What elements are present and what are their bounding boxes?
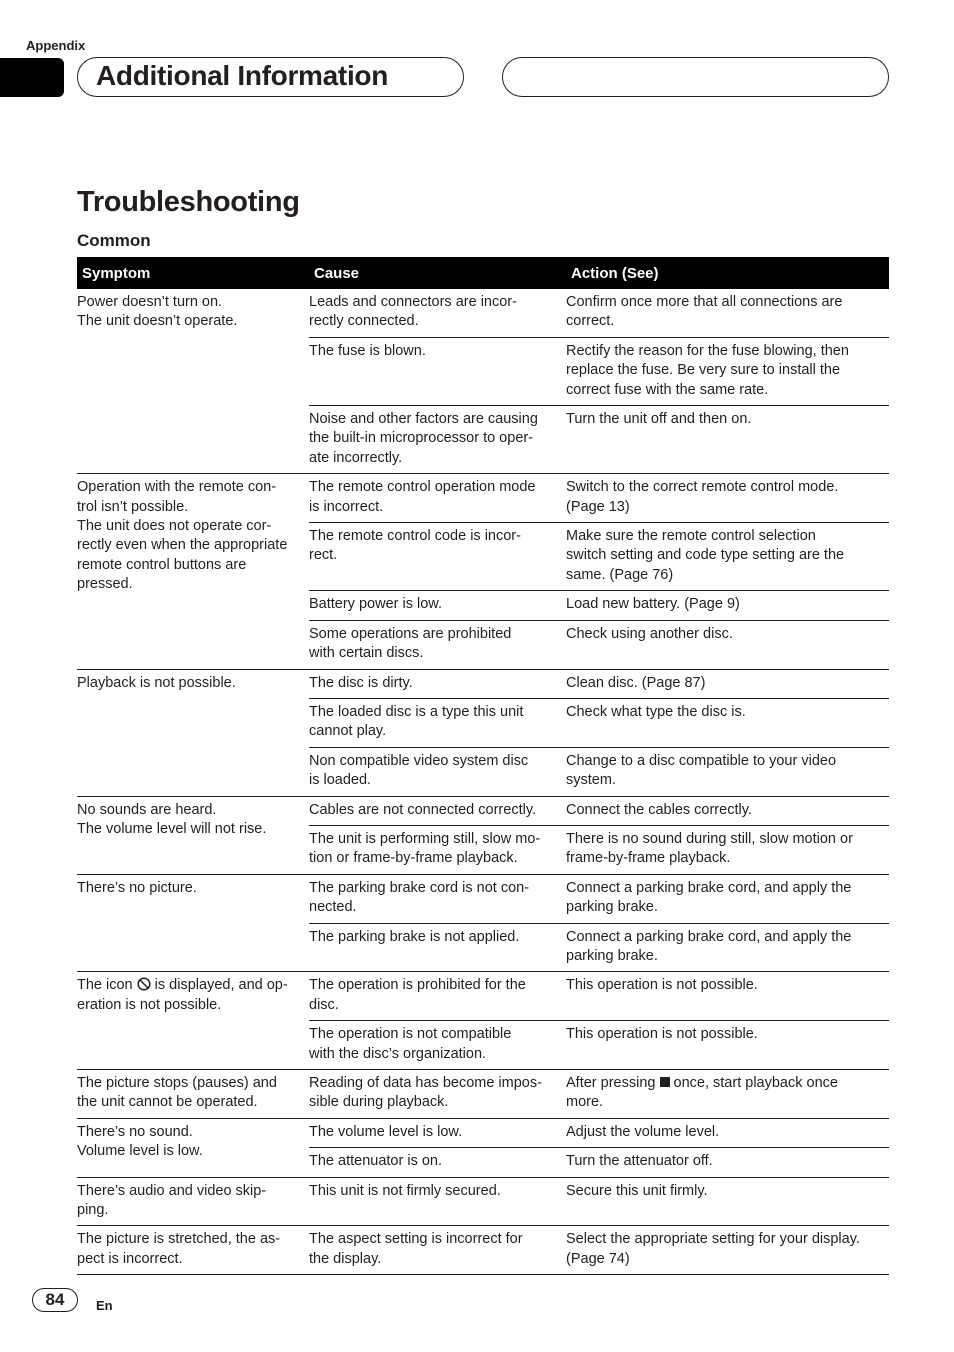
action-text: After pressing: [566, 1075, 660, 1091]
table-row: [77, 669, 889, 698]
cause-cell: The parking brake cord is not con- nected.: [309, 874, 566, 923]
table-row: [77, 1226, 889, 1275]
action-cell: This operation is not possible.: [566, 1021, 889, 1070]
table-row: [77, 874, 889, 923]
table-row: [77, 1118, 889, 1147]
cause-cell: The remote control code is incor- rect.: [309, 523, 566, 591]
table-body: [77, 289, 889, 1275]
table-row: [77, 796, 889, 825]
cause-cell: The loaded disc is a type this unit cannot play.: [309, 698, 566, 747]
cause-cell: The operation is not compatible with the disc’s organization.: [309, 1021, 566, 1070]
cause-cell: Some operations are prohibited with certain discs.: [309, 620, 566, 669]
action-cell: Rectify the reason for the fuse blowing, then replace the fuse. Be very sure to install the correct fuse with the same rate.: [566, 337, 889, 405]
symptom-cell: There’s audio and video skip- ping.: [77, 1177, 309, 1226]
action-cell: Turn the unit off and then on.: [566, 406, 889, 474]
symptom-text: The icon: [77, 977, 137, 994]
symptom-cell: The picture is stretched, the as- pect is incorrect.: [77, 1226, 309, 1275]
table-row: [77, 972, 889, 1021]
page-number: 84: [32, 1288, 78, 1312]
table-row: [77, 474, 889, 523]
action-cell: Adjust the volume level.: [566, 1118, 889, 1147]
cause-cell: The attenuator is on.: [309, 1148, 566, 1177]
action-cell: [566, 1070, 889, 1119]
cause-cell: Non compatible video system disc is loaded.: [309, 747, 566, 796]
action-cell: Switch to the correct remote control mode. (Page 13): [566, 474, 889, 523]
table-header-row: [77, 257, 889, 289]
stop-icon: [660, 1077, 670, 1087]
cause-cell: This unit is not firmly secured.: [309, 1177, 566, 1226]
cause-cell: The volume level is low.: [309, 1118, 566, 1147]
action-cell: Connect a parking brake cord, and apply the parking brake.: [566, 923, 889, 972]
symptom-cell: Operation with the remote con- trol isn’t possible. The unit does not operate cor- rectly even when the appropriate remote control buttons are pressed.: [77, 474, 309, 669]
symptom-cell: Power doesn’t turn on. The unit doesn’t operate.: [77, 289, 309, 474]
symptom-cell: There’s no sound. Volume level is low.: [77, 1118, 309, 1177]
action-cell: This operation is not possible.: [566, 972, 889, 1021]
action-cell: Confirm once more that all connections are correct.: [566, 289, 889, 337]
cause-cell: The unit is performing still, slow mo- tion or frame-by-frame playback.: [309, 825, 566, 874]
appendix-label: Appendix: [26, 38, 86, 53]
action-text-cont: once, start playback once more.: [566, 1075, 838, 1111]
symptom-cell: The picture stops (pauses) and the unit cannot be operated.: [77, 1070, 309, 1119]
action-cell: Select the appropriate setting for your display. (Page 74): [566, 1226, 889, 1275]
sub-title: Common: [77, 231, 151, 250]
cause-cell: Noise and other factors are causing the built-in microprocessor to oper- ate incorrectly.: [309, 406, 566, 474]
symptom-cell: No sounds are heard. The volume level will not rise.: [77, 796, 309, 874]
prohibited-icon: [137, 977, 151, 991]
action-cell: Secure this unit firmly.: [566, 1177, 889, 1226]
table-row: [77, 1177, 889, 1226]
troubleshooting-table: [77, 257, 889, 1275]
action-cell: Connect the cables correctly.: [566, 796, 889, 825]
cause-cell: The fuse is blown.: [309, 337, 566, 405]
cause-cell: The operation is prohibited for the disc.: [309, 972, 566, 1021]
header-action: Action (See): [566, 257, 889, 289]
cause-cell: The disc is dirty.: [309, 669, 566, 698]
cause-cell: Battery power is low.: [309, 591, 566, 620]
table-row: [77, 1070, 889, 1119]
cause-cell: Leads and connectors are incor- rectly connected.: [309, 289, 566, 337]
cause-cell: Reading of data has become impos- sible during playback.: [309, 1070, 566, 1119]
cause-cell: The parking brake is not applied.: [309, 923, 566, 972]
action-cell: Check what type the disc is.: [566, 698, 889, 747]
header-cause: Cause: [309, 257, 566, 289]
symptom-cell: There’s no picture.: [77, 874, 309, 972]
table-row: [77, 289, 889, 337]
page-title: Troubleshooting: [77, 186, 300, 218]
section-title: Additional Information: [96, 60, 389, 91]
action-cell: Change to a disc compatible to your video system.: [566, 747, 889, 796]
action-cell: Connect a parking brake cord, and apply the parking brake.: [566, 874, 889, 923]
action-cell: There is no sound during still, slow motion or frame-by-frame playback.: [566, 825, 889, 874]
header-symptom: Symptom: [77, 257, 309, 289]
action-cell: Make sure the remote control selection switch setting and code type setting are the same. (Page 76): [566, 523, 889, 591]
symptom-cell: [77, 972, 309, 1070]
action-cell: Clean disc. (Page 87): [566, 669, 889, 698]
symptom-cell: Playback is not possible.: [77, 669, 309, 796]
cause-cell: The aspect setting is incorrect for the display.: [309, 1226, 566, 1275]
cause-cell: The remote control operation mode is incorrect.: [309, 474, 566, 523]
empty-title-frame: [502, 57, 889, 97]
language-label: En: [96, 1298, 113, 1313]
symptom-text-cont: is displayed, and op- eration is not possible.: [77, 977, 288, 1013]
action-cell: Check using another disc.: [566, 620, 889, 669]
action-cell: Load new battery. (Page 9): [566, 591, 889, 620]
action-cell: Turn the attenuator off.: [566, 1148, 889, 1177]
cause-cell: Cables are not connected correctly.: [309, 796, 566, 825]
section-tab-marker: [0, 58, 64, 97]
